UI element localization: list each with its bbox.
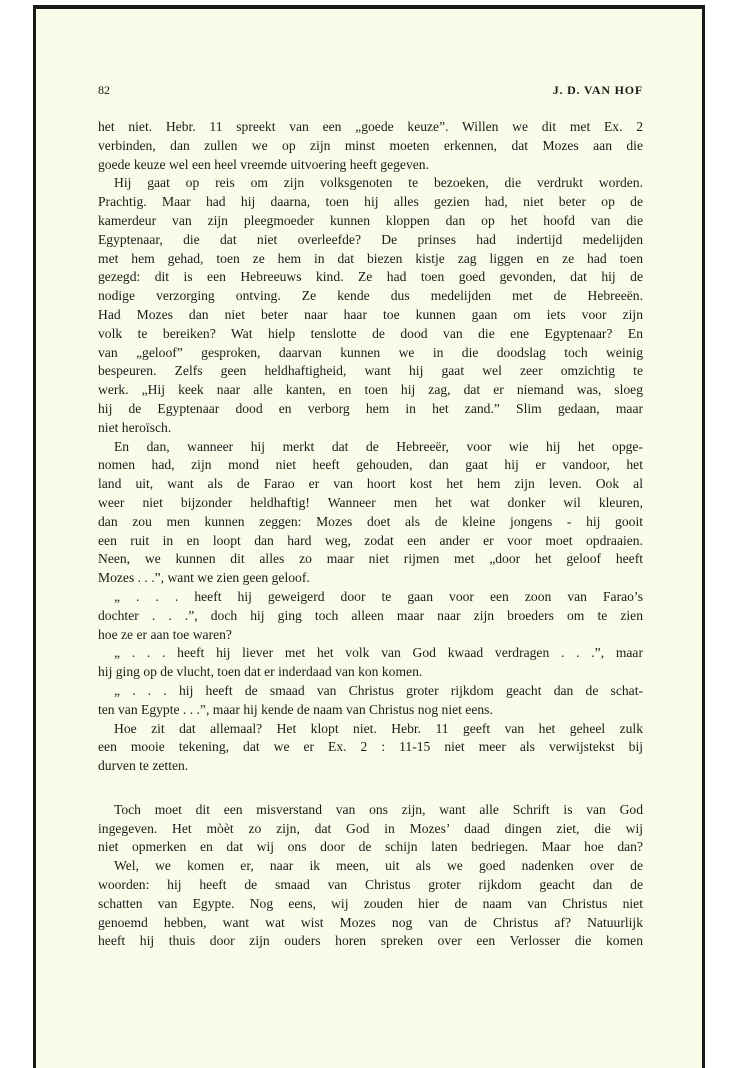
text-line: Hij gaat op reis om zijn volksgenoten te bezoeken, die verdrukt worden. (114, 175, 643, 191)
body-text (98, 118, 643, 951)
text-line: dochter . . .”, doch hij ging toch alleen maar naar zijn broeders om te zien (98, 607, 643, 623)
text-line: volk te bereiken? Wat hielp tenslotte de dood van die ene Egyptenaar? En (98, 325, 643, 341)
text-line: bespeuren. Zelfs geen heldhaftigheid, want hij gaat wel zeer omzichtig te (98, 363, 643, 379)
text-line: hoe ze er aan toe waren? (98, 626, 232, 642)
text-line: Mozes . . .”, want we zien geen geloof. (98, 570, 310, 586)
text-line: een ruit in en loopt dan hard weg, zodat een ander er voor moet opdraaien. (98, 532, 643, 548)
text-line: En dan, wanneer hij merkt dat de Hebreeër, voor wie hij het opge- (114, 438, 643, 454)
text-line: goede keuze wel een heel vreemde uitvoering heeft gegeven. (98, 156, 429, 172)
section-break (98, 776, 643, 801)
text-line: woorden: hij heeft de smaad van Christus groter rijkdom geacht dan de (98, 877, 643, 893)
text-line: weer niet bijzonder heldhaftig! Wanneer men het wat donker wil kleuren, (98, 494, 643, 510)
text-line: „ . . . heeft hij liever met het volk van God kwaad verdragen . . .”, maar (114, 645, 643, 661)
running-head: J. D. VAN HOF (552, 83, 643, 97)
text-line: verbinden, dan zullen we op zijn minst moeten erkennen, dat Mozes aan die (98, 137, 643, 153)
text-line: Neen, we kunnen dit alles zo maar niet rijmen met „door het geloof heeft (98, 551, 643, 567)
text-line: Wel, we komen er, naar ik meen, uit als we goed nadenken over de (114, 858, 643, 874)
text-line: het niet. Hebr. 11 spreekt van een „goede keuze”. Willen we dit met Ex. 2 (98, 119, 643, 134)
page-header (98, 83, 643, 101)
text-line: durven te zetten. (98, 758, 189, 774)
text-line: „ . . . hij heeft de smaad van Christus groter rijkdom geacht dan de schat- (114, 682, 643, 698)
text-line: ingegeven. Het mòèt zo zijn, dat God in Mozes’ daad dingen ziet, die wij (98, 820, 643, 836)
text-line: Hoe zit dat allemaal? Het klopt niet. Hebr. 11 geeft van het geheel zulk (114, 720, 643, 736)
text-line: niet heroïsch. (98, 419, 172, 435)
text-line: Had Mozes dan niet beter naar haar toe kunnen gaan om iets voor zijn (98, 306, 643, 322)
text-line: kamerdeur van zijn pleegmoeder kunnen kloppen dan op het hoofd van die (98, 212, 643, 228)
page-number: 82 (98, 83, 110, 97)
text-line: dan zou men kunnen zeggen: Mozes doet als de kleine jongens - hij gooit (98, 513, 643, 529)
text-line: van „geloof” gesproken, daarvan kunnen we in die doodslag toch weinig (98, 344, 643, 360)
text-line: ten van Egypte . . .”, maar hij kende de naam van Christus nog niet eens. (98, 701, 493, 717)
text-line: gezegd: dit is een Hebreeuws kind. Ze had toen goed gevonden, dat hij de (98, 269, 643, 285)
text-line: nodige verzorging ontving. Ze kende dus medelijden met de Hebreeën. (98, 288, 643, 304)
text-line: schatten van Egypte. Nog eens, wij zouden hier de naam van Christus niet (98, 895, 643, 911)
text-line: land uit, want als de Farao er van hoort kost het hem zijn leven. Ook al (98, 476, 643, 492)
text-line: een mooie tekening, dat we er Ex. 2 : 11-15 niet meer als verwijstekst bij (98, 739, 643, 755)
text-line: genoemd hebben, want wat wist Mozes nog van de Christus af? Natuurlijk (98, 914, 643, 930)
text-line: Toch moet dit een misverstand van ons zijn, want alle Schrift is van God (114, 801, 643, 817)
text-line: heeft hij thuis door zijn ouders horen spreken over een Verlosser die komen (98, 933, 643, 949)
text-line: nomen had, zijn mond niet heeft gehouden, dan gaat hij er vandoor, het (98, 457, 643, 473)
text-line: Prachtig. Maar had hij daarna, toen hij alles gezien had, niet beter op de (98, 194, 643, 210)
text-line: met hem gehad, toen ze hem in dat biezen kistje zag liggen en ze had toen (98, 250, 643, 266)
text-line: hij ging op de vlucht, toen dat er inderdaad van kon komen. (98, 664, 423, 680)
text-line: „ . . . heeft hij geweigerd door te gaan voor een zoon van Farao’s (114, 588, 643, 604)
text-line: Egyptenaar, die dat niet overleefde? De prinses had indertijd medelijden (98, 231, 643, 247)
text-line: niet opmerken en dat wij ons door de schijn laten bedriegen. Maar hoe dan? (98, 839, 643, 855)
text-line: hij de Egyptenaar dood en verborg hem in het zand.” Slim gedaan, maar (98, 400, 643, 416)
text-line: werk. „Hij keek naar alle kanten, en toen hij zag, dat er niemand was, sloeg (98, 382, 643, 398)
